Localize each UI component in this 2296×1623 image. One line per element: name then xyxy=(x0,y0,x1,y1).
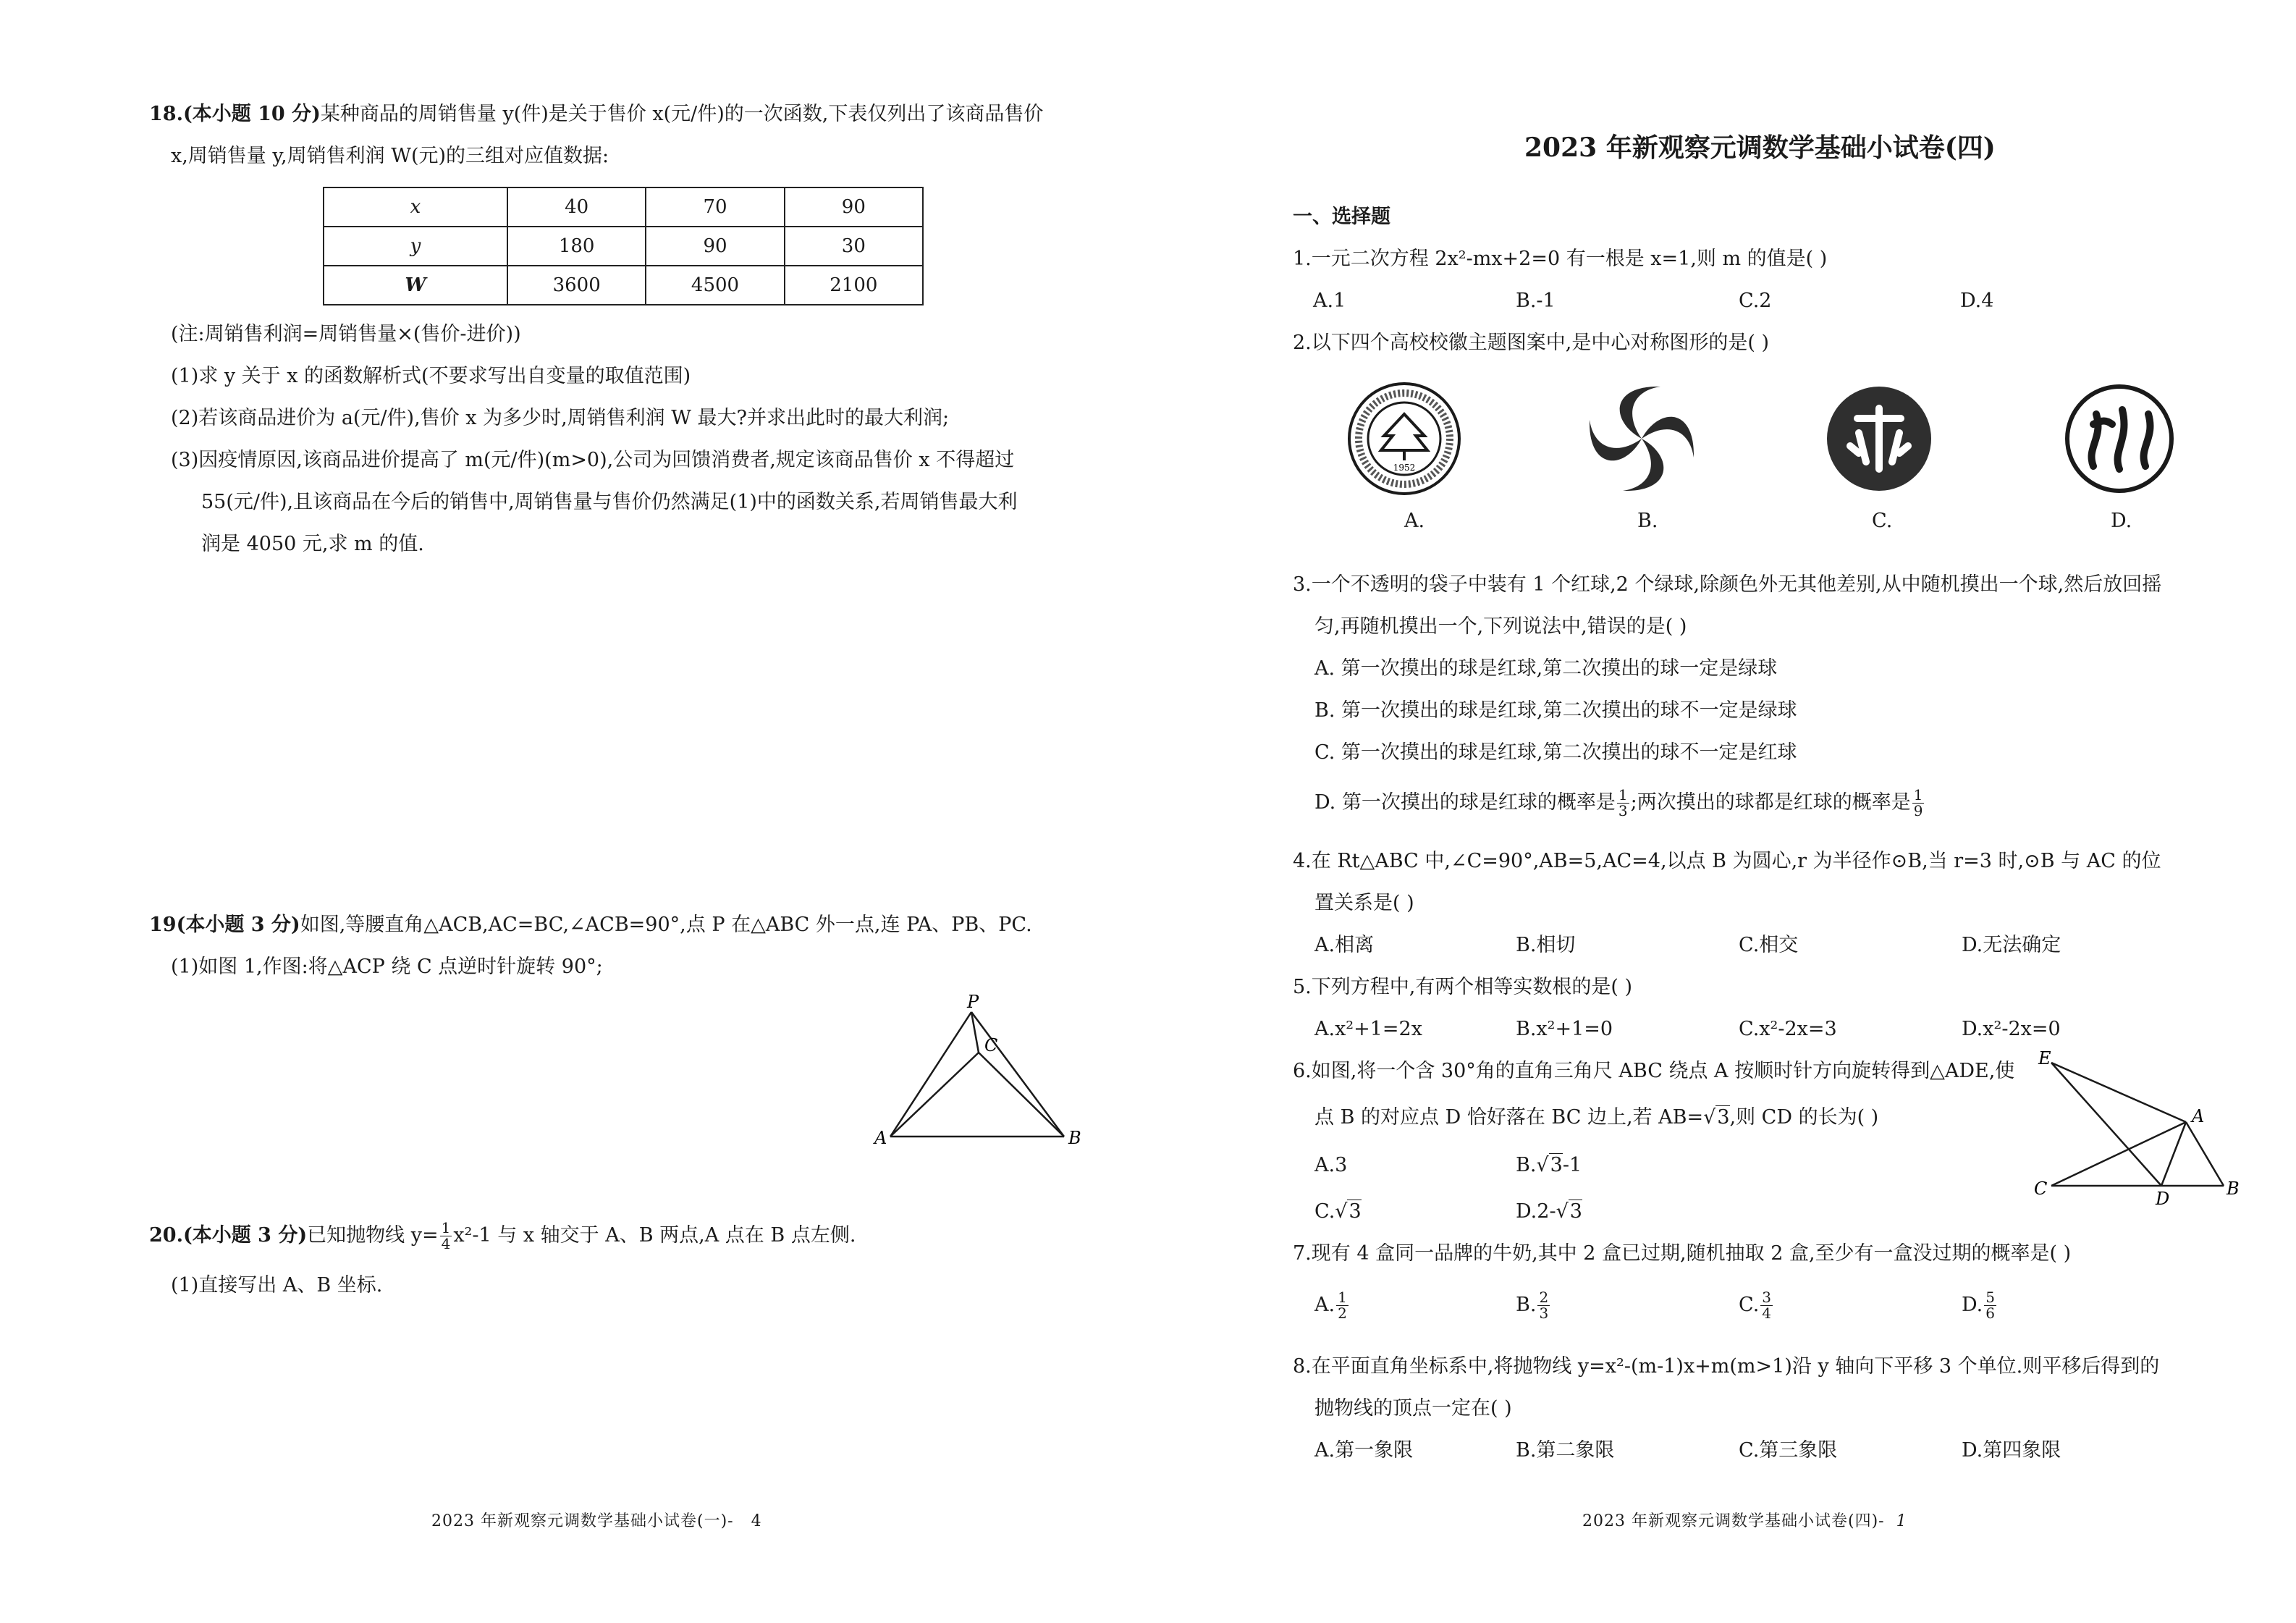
q19-figure xyxy=(869,992,1086,1151)
q19-label-c: C xyxy=(984,1035,998,1055)
q19-segment-pa xyxy=(890,1012,971,1137)
q4-option-b: B.相切 xyxy=(1516,934,1576,956)
q3-line1: 3.一个不透明的袋子中装有 1 个红球,2 个绿球,除颜色外无其他差别,从中随机摸出一个球,然后放回摇 xyxy=(1293,573,2162,596)
q3-option-c: C. 第一次摸出的球是红球,第二次摸出的球不一定是红球 xyxy=(1314,741,1797,764)
left-footer xyxy=(431,1509,762,1531)
q3-option-d-frac2-den: 9 xyxy=(1913,802,1923,819)
q7-option-c-fraction xyxy=(1760,1290,1773,1321)
q7-option-b-den: 3 xyxy=(1539,1304,1549,1322)
right-footer-text: 2023 年新观察元调数学基础小试卷(四)- xyxy=(1582,1512,1885,1530)
q6-option-b-post: -1 xyxy=(1562,1154,1582,1176)
q6-option-c xyxy=(1314,1197,1362,1226)
q5-option-b: B.x²+1=0 xyxy=(1516,1018,1613,1040)
q7-option-d-label: D. xyxy=(1962,1294,1983,1316)
emblem-a xyxy=(1346,381,1462,497)
q6-line2-pre: 点 B 的对应点 D 恰好落在 BC 边上,若 AB=√ xyxy=(1314,1106,1716,1129)
table-cell: 2100 xyxy=(785,266,923,305)
q6-segment-ab xyxy=(2186,1122,2224,1186)
q8-option-d: D.第四象限 xyxy=(1962,1439,2061,1462)
q7-option-c-den: 4 xyxy=(1762,1304,1772,1322)
q7-option-d-fraction xyxy=(1984,1290,1996,1321)
q19-stem: 如图,等腰直角△ACB,AC=BC,∠ACB=90°,点 P 在△ABC 外一点,连 PA、PB、PC. xyxy=(300,914,1032,936)
q19-line1 xyxy=(149,911,1032,940)
q8-option-b: B.第二象限 xyxy=(1516,1439,1615,1462)
q3-option-d-fraction-1 xyxy=(1617,788,1629,819)
emblem-d-waves-icon xyxy=(2092,410,2151,469)
q6-option-d-pre: D.2-√ xyxy=(1516,1200,1569,1223)
q6-option-d-radicand: 3 xyxy=(1569,1200,1582,1223)
q8-option-a: A.第一象限 xyxy=(1314,1439,1414,1462)
q1-text: 1.一元二次方程 2x²-mx+2=0 有一根是 x=1,则 m 的值是( ) xyxy=(1293,248,1828,270)
q8-line2: 抛物线的顶点一定在( ) xyxy=(1314,1397,1512,1420)
q20-pre: 已知抛物线 y= xyxy=(307,1224,439,1247)
q7-option-a-label: A. xyxy=(1314,1294,1335,1316)
q7-option-b-fraction xyxy=(1537,1290,1550,1321)
q2-label-a: A. xyxy=(1404,510,1425,532)
q20-frac-num: 1 xyxy=(441,1219,451,1236)
emblem-a-year: 1952 xyxy=(1393,463,1416,473)
table-cell: 90 xyxy=(646,227,784,266)
q7-option-d-den: 6 xyxy=(1985,1304,1996,1322)
q20-part1: (1)直接写出 A、B 坐标. xyxy=(171,1274,383,1297)
q2-label-c: C. xyxy=(1872,510,1893,532)
table-cell: W xyxy=(324,266,507,305)
q6-option-b-pre: B.√ xyxy=(1516,1154,1549,1176)
q19-segment-pb xyxy=(971,1012,1064,1137)
q2-label-d: D. xyxy=(2111,510,2132,532)
q3-option-d-fraction-2 xyxy=(1912,788,1925,819)
q4-line1: 4.在 Rt△ABC 中,∠C=90°,AB=5,AC=4,以点 B 为圆心,r 为半径作⊙B,当 r=3 时,⊙B 与 AC 的位 xyxy=(1293,850,2161,872)
q18-line2: x,周销售量 y,周销售利润 W(元)的三组对应值数据: xyxy=(171,145,609,167)
section-heading: 一、选择题 xyxy=(1293,206,1390,228)
q18-part3c: 润是 4050 元,求 m 的值. xyxy=(201,533,424,555)
q6-figure xyxy=(2034,1047,2240,1209)
q6-label-b: B xyxy=(2227,1179,2240,1199)
q1-option-c: C.2 xyxy=(1739,290,1772,312)
table-cell: 3600 xyxy=(507,266,646,305)
table-row xyxy=(324,266,923,305)
q3-option-b: B. 第一次摸出的球是红球,第二次摸出的球不一定是绿球 xyxy=(1314,699,1797,722)
q18-line1 xyxy=(149,100,1043,129)
right-page-number: 1 xyxy=(1896,1512,1907,1530)
q4-line2: 置关系是( ) xyxy=(1314,892,1414,914)
emblem-b-swirl-icon xyxy=(1590,387,1694,491)
q1-option-d: D.4 xyxy=(1960,290,1994,312)
table-cell: 4500 xyxy=(646,266,784,305)
table-cell: 70 xyxy=(646,187,784,227)
left-page-number: 4 xyxy=(751,1512,762,1530)
q7-option-c-num: 3 xyxy=(1762,1289,1772,1306)
q18-part3b: 55(元/件),且该商品在今后的销售中,周销售量与售价仍然满足(1)中的函数关系,若周销售最大利 xyxy=(201,491,1018,513)
q7-option-b-num: 2 xyxy=(1539,1289,1549,1306)
q5-text: 5.下列方程中,有两个相等实数根的是( ) xyxy=(1293,976,1632,998)
q6-option-c-pre: C.√ xyxy=(1314,1200,1348,1223)
q4-option-d: D.无法确定 xyxy=(1962,934,2061,956)
q20-fraction xyxy=(440,1221,452,1252)
q6-option-d xyxy=(1516,1197,1582,1226)
q7-option-b-label: B. xyxy=(1516,1294,1537,1316)
emblem-b xyxy=(1581,378,1702,499)
q6-label-e: E xyxy=(2038,1048,2051,1068)
q6-segment-ea xyxy=(2051,1063,2186,1122)
table-cell: 90 xyxy=(785,187,923,227)
q19-segment-ac xyxy=(890,1053,979,1137)
table-row xyxy=(324,187,923,227)
q2-text: 2.以下四个高校校徽主题图案中,是中心对称图形的是( ) xyxy=(1293,332,1769,354)
table-cell: y xyxy=(324,227,507,266)
q19-part1: (1)如图 1,作图:将△ACP 绕 C 点逆时针旋转 90°; xyxy=(171,956,603,978)
q2-label-b: B. xyxy=(1637,510,1658,532)
q18-part2: (2)若该商品进价为 a(元/件),售价 x 为多少时,周销售利润 W 最大?并求出此时的最大利润; xyxy=(171,407,950,429)
q18-table xyxy=(323,187,924,305)
table-cell: 30 xyxy=(785,227,923,266)
q6-option-b xyxy=(1516,1151,1582,1180)
q7-option-b xyxy=(1516,1286,1551,1325)
q8-option-c: C.第三象限 xyxy=(1739,1439,1838,1462)
emblem-d xyxy=(2061,381,2177,497)
left-footer-text: 2023 年新观察元调数学基础小试卷(一)- xyxy=(431,1512,734,1530)
q7-option-d xyxy=(1962,1286,1998,1325)
q20-lead: 20.(本小题 3 分) xyxy=(149,1224,308,1247)
q4-option-c: C.相交 xyxy=(1739,934,1799,956)
q7-option-c-label: C. xyxy=(1739,1294,1760,1316)
table-cell: 40 xyxy=(507,187,646,227)
q3-option-d-frac1-num: 1 xyxy=(1618,786,1628,804)
table-cell: x xyxy=(324,187,507,227)
q1-option-a: A.1 xyxy=(1313,290,1346,312)
q18-note: (注:周销售利润=周销售量×(售价-进价)) xyxy=(171,323,521,345)
q5-option-a: A.x²+1=2x xyxy=(1314,1018,1422,1040)
q7-text: 7.现有 4 盒同一品牌的牛奶,其中 2 盒已过期,随机抽取 2 盒,至少有一盒没过期的概率是( ) xyxy=(1293,1242,2072,1265)
q6-line2 xyxy=(1314,1103,1878,1132)
right-footer xyxy=(1582,1509,1907,1531)
q7-option-d-num: 5 xyxy=(1985,1289,1996,1306)
q5-option-d: D.x²-2x=0 xyxy=(1962,1018,2061,1040)
q6-label-d: D xyxy=(2156,1189,2170,1209)
q6-label-a: A xyxy=(2192,1106,2205,1126)
q6-line1: 6.如图,将一个含 30°角的直角三角尺 ABC 绕点 A 按顺时针方向旋转得到△ADE,使 xyxy=(1293,1060,2015,1082)
q3-option-d-frac2-num: 1 xyxy=(1913,786,1923,804)
q18-part1: (1)求 y 关于 x 的函数解析式(不要求写出自变量的取值范围) xyxy=(171,365,691,387)
q20-line1 xyxy=(149,1216,856,1255)
q20-post: x²-1 与 x 轴交于 A、B 两点,A 点在 B 点左侧. xyxy=(453,1224,856,1247)
q3-option-d-frac1-den: 3 xyxy=(1618,802,1628,819)
q7-option-a-den: 2 xyxy=(1338,1304,1347,1322)
q6-segment-ed xyxy=(2051,1063,2161,1186)
q3-option-d-mid: ;两次摸出的球都是红球的概率是 xyxy=(1630,791,1911,814)
table-cell: 180 xyxy=(507,227,646,266)
q19-segment-bc xyxy=(979,1053,1064,1137)
q3-option-d-pre: D. 第一次摸出的球是红球的概率是 xyxy=(1314,791,1616,814)
right-page xyxy=(1148,0,2296,1623)
q6-option-c-radicand: 3 xyxy=(1349,1200,1362,1223)
table-row xyxy=(324,227,923,266)
q7-option-c xyxy=(1739,1286,1774,1325)
q3-line2: 匀,再随机摸出一个,下列说法中,错误的是( ) xyxy=(1314,615,1687,638)
emblem-c xyxy=(1821,381,1937,497)
q6-line2-radicand: 3 xyxy=(1717,1106,1730,1129)
q6-label-c: C xyxy=(2034,1179,2048,1199)
q18-part3a: (3)因疫情原因,该商品进价提高了 m(元/件)(m>0),公司为回馈消费者,规定该商品售价 x 不得超过 xyxy=(171,449,1015,471)
q6-option-b-radicand: 3 xyxy=(1550,1154,1563,1176)
q8-line1: 8.在平面直角坐标系中,将抛物线 y=x²-(m-1)x+m(m>1)沿 y 轴向下平移 3 个单位.则平移后得到的 xyxy=(1293,1355,2160,1378)
q19-label-b: B xyxy=(1068,1128,1081,1148)
q19-label-a: A xyxy=(874,1128,887,1148)
q7-option-a-num: 1 xyxy=(1338,1289,1347,1306)
q6-option-a: A.3 xyxy=(1314,1154,1348,1176)
q3-option-a: A. 第一次摸出的球是红球,第二次摸出的球一定是绿球 xyxy=(1314,657,1778,680)
q1-option-b: B.-1 xyxy=(1516,290,1556,312)
q7-option-a-fraction xyxy=(1336,1290,1349,1321)
q20-frac-den: 4 xyxy=(441,1235,451,1252)
q4-option-a: A.相离 xyxy=(1314,934,1375,956)
exam-title: 2023 年新观察元调数学基础小试卷(四) xyxy=(1524,132,1996,163)
q18-stem: 某种商品的周销售量 y(件)是关于售价 x(元/件)的一次函数,下表仅列出了该商品售价 xyxy=(320,103,1044,125)
q6-line2-post: ,则 CD 的长为( ) xyxy=(1729,1106,1879,1129)
q5-option-c: C.x²-2x=3 xyxy=(1739,1018,1837,1040)
q19-lead: 19(本小题 3 分) xyxy=(149,914,300,936)
q3-option-d xyxy=(1314,783,1925,822)
q7-option-a xyxy=(1314,1286,1350,1325)
q19-label-p: P xyxy=(967,992,979,1012)
q18-lead: 18.(本小题 10 分) xyxy=(149,103,321,125)
